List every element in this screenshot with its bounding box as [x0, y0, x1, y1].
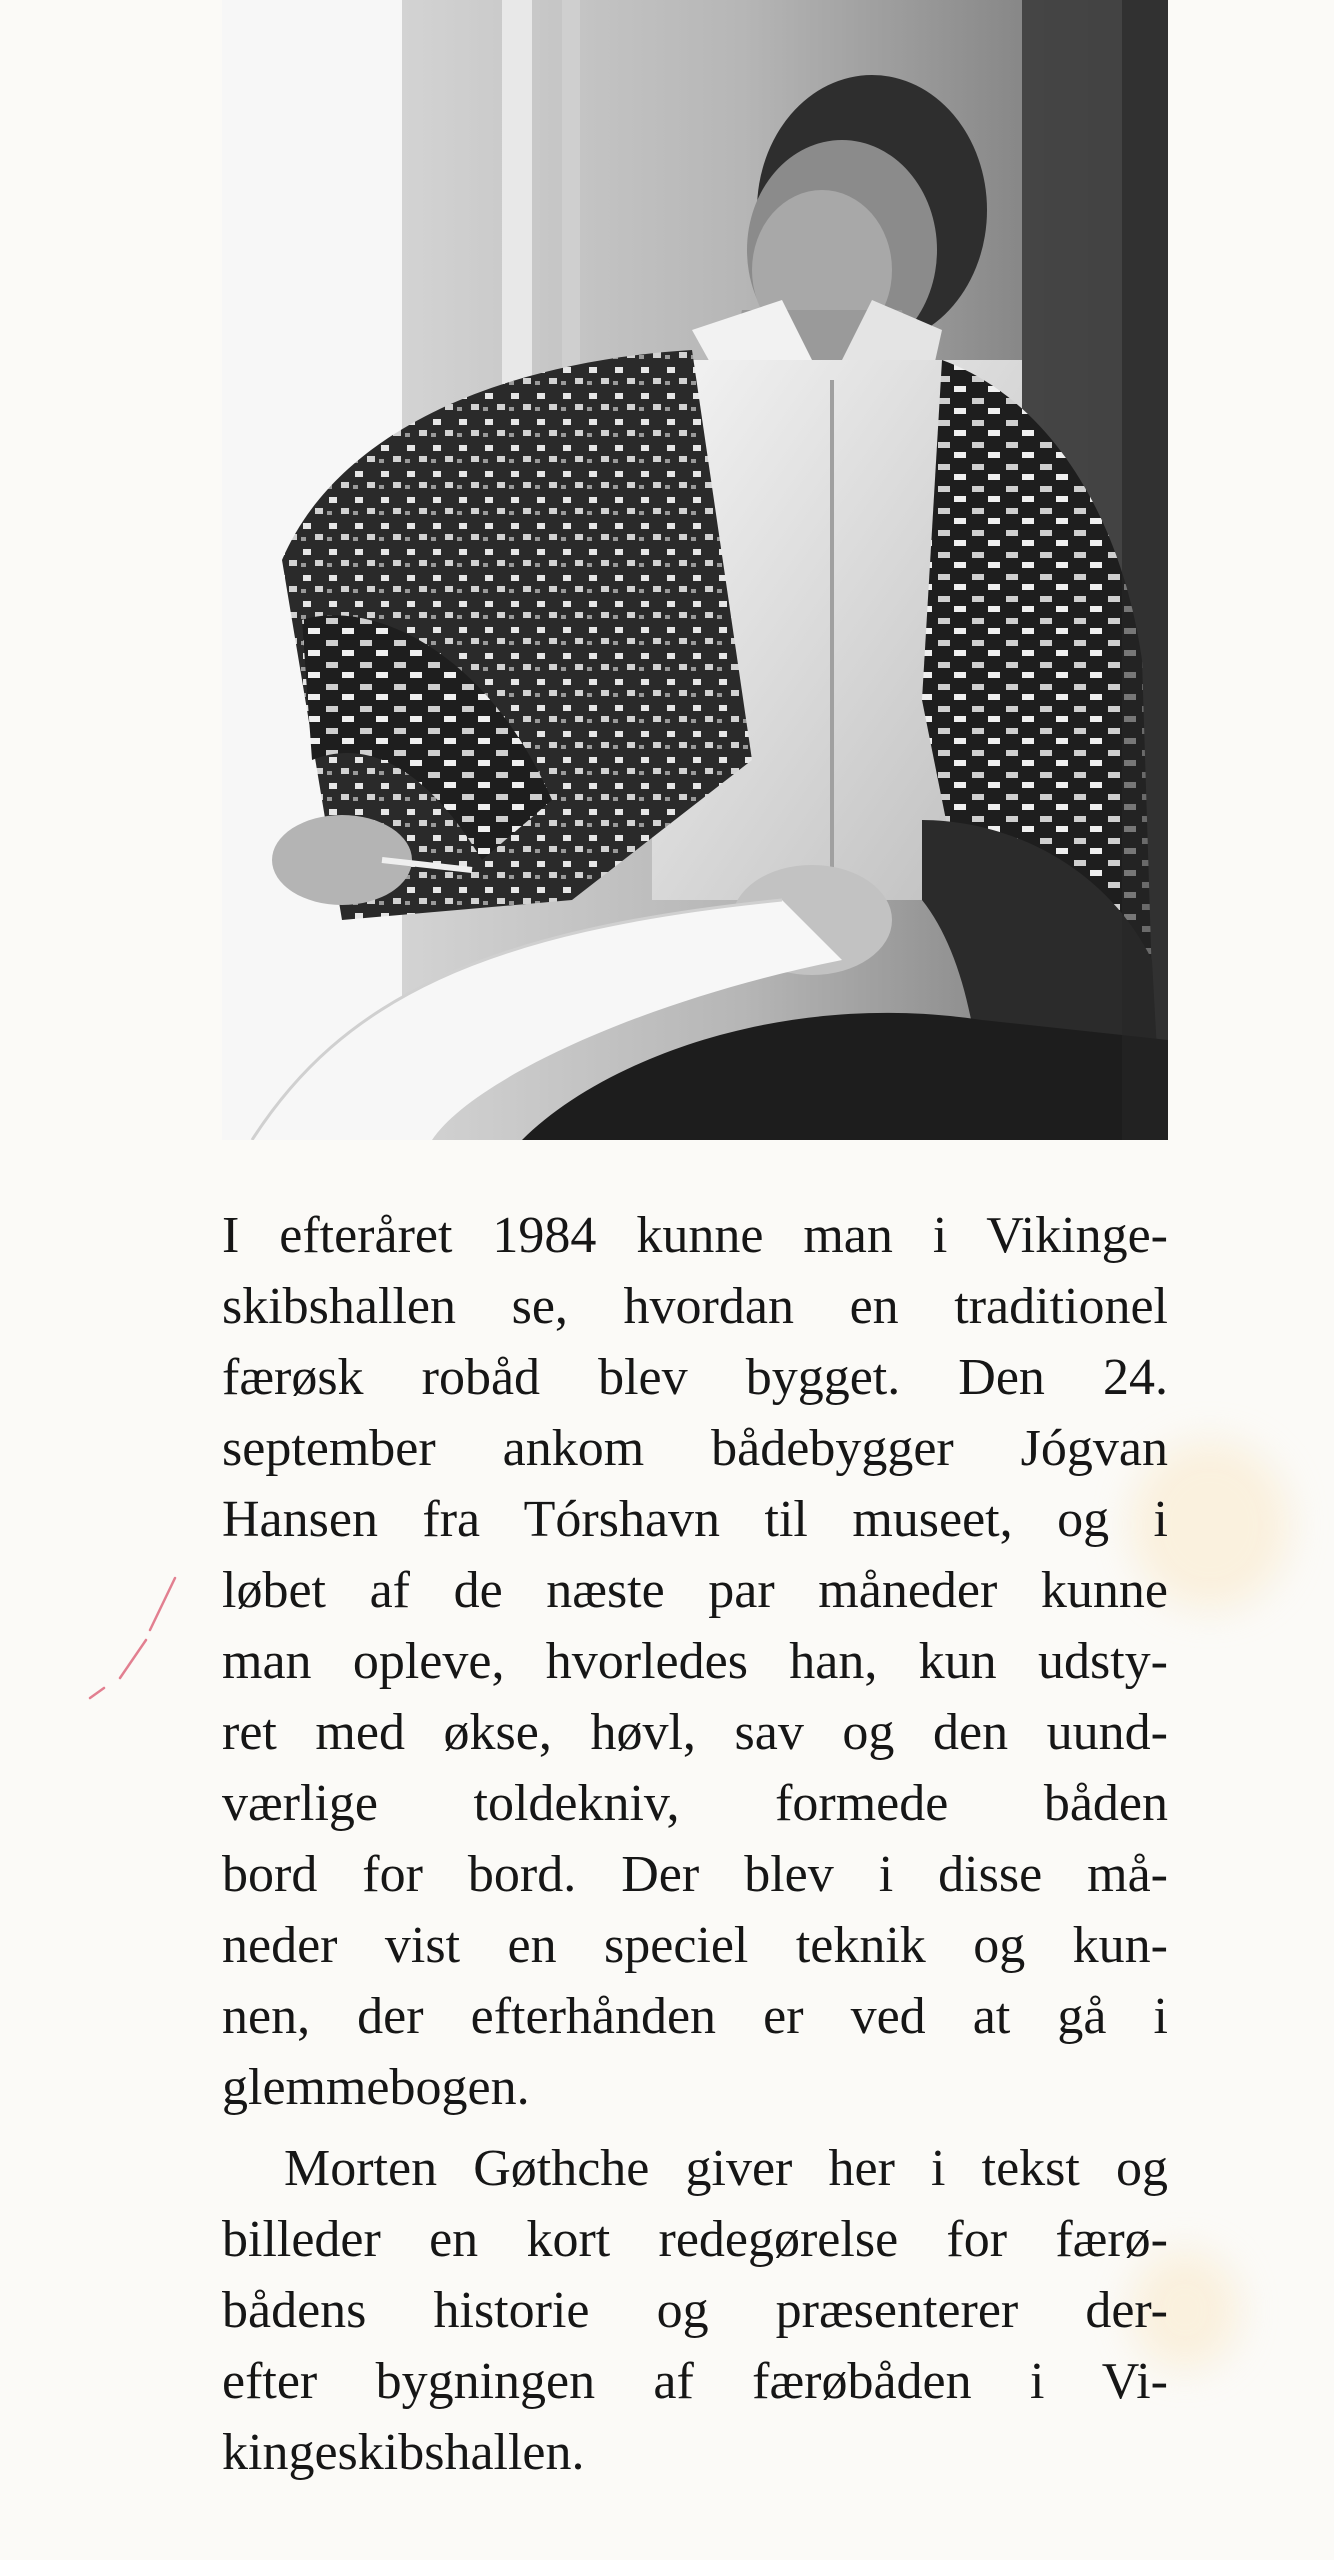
text-line: Morten Gøthche giver her i tekst og [284, 2140, 1168, 2197]
text-line: billeder en kort redegørelse for færø- [222, 2211, 1168, 2268]
text-line: neder vist en speciel teknik og kun- [222, 1917, 1168, 1974]
text-line: glemmebogen. [222, 2059, 530, 2116]
intro-paragraph [222, 1200, 1168, 2123]
pen-mark-icon [80, 1570, 190, 1700]
text-line: bådens historie og præsenterer der- [222, 2282, 1168, 2339]
text-line: værlige toldekniv, formede båden [222, 1775, 1168, 1832]
article-intro [222, 1200, 1168, 2488]
text-line: løbet af de næste par måneder kunne [222, 1562, 1168, 1619]
text-line: man opleve, hvorledes han, kun udsty- [222, 1633, 1168, 1690]
text-line: kingeskibshallen. [222, 2424, 585, 2481]
text-line: Hansen fra Tórshavn til museet, og i [222, 1491, 1168, 1548]
text-line: september ankom bådebygger Jógvan [222, 1420, 1168, 1477]
photo-boatbuilder [222, 0, 1168, 1140]
text-line: nen, der efterhånden er ved at gå i [222, 1988, 1168, 2045]
text-line: bord for bord. Der blev i disse må- [222, 1846, 1168, 1903]
text-line: I efteråret 1984 kunne man i Vikinge- [222, 1207, 1168, 1264]
text-line: skibshallen se, hvordan en traditionel [222, 1278, 1168, 1335]
outro-paragraph [222, 2133, 1168, 2488]
text-line: ret med økse, høvl, sav og den uund- [222, 1704, 1168, 1761]
text-line: færøsk robåd blev bygget. Den 24. [222, 1349, 1168, 1406]
photo-boatbuilder-icon [222, 0, 1168, 1140]
text-line: efter bygningen af færøbåden i Vi- [222, 2353, 1168, 2410]
